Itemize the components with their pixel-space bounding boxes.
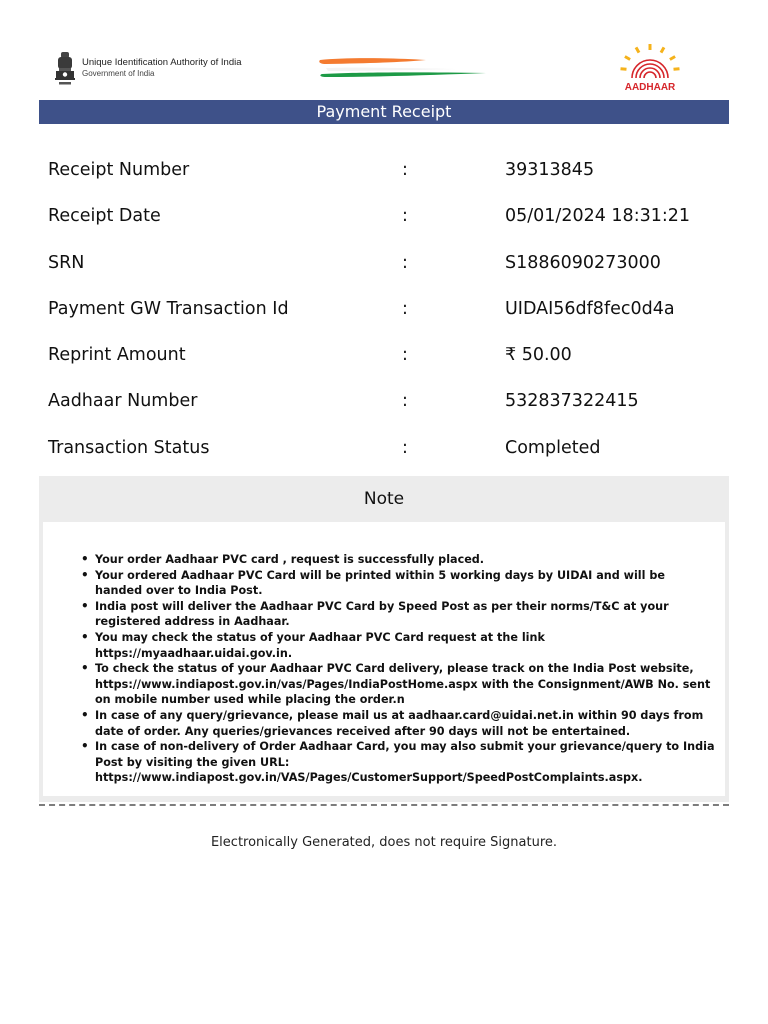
aadhaar-logo-text: AADHAAR xyxy=(624,82,676,92)
detail-label: Aadhaar Number xyxy=(48,391,198,412)
detail-label: SRN xyxy=(48,252,85,273)
page-title: Payment Receipt xyxy=(39,100,729,124)
receipt-header xyxy=(0,0,768,100)
note-item: • Your ordered Aadhaar PVC Card will be printed within 5 working days by UIDAI and will be handed over to India Post. xyxy=(95,568,715,599)
note-item: • In case of non-delivery of Order Aadhaar Card, you may also submit your grievance/query to India Post by visiting the given URL: https://www.indiapost.gov.in/VAS/Pages/CustomerSupport/SpeedPostComplaints.aspx. xyxy=(95,739,715,786)
note-item: • Your order Aadhaar PVC card , request is successfully placed. xyxy=(95,552,715,568)
note-item: • You may check the status of your Aadhaar PVC Card request at the link https://myaadhaar.uidai.gov.in. xyxy=(95,630,715,661)
detail-value: Completed xyxy=(505,437,601,458)
detail-label: Receipt Date xyxy=(48,206,161,227)
detail-row-reprint-amount xyxy=(48,333,728,379)
detail-colon: : xyxy=(402,252,408,273)
detail-row-aadhaar-number xyxy=(48,379,728,425)
detail-value: 39313845 xyxy=(505,160,595,180)
detail-label: Payment GW Transaction Id xyxy=(48,298,289,319)
note-list xyxy=(95,552,715,786)
detail-value: 05/01/2024 18:31:21 xyxy=(505,206,691,227)
note-body xyxy=(43,522,725,796)
detail-value: UIDAI56df8fec0d4a xyxy=(505,298,675,319)
detail-row-receipt-number xyxy=(48,148,728,194)
detail-colon: : xyxy=(402,160,408,180)
note-item: • In case of any query/grievance, please mail us at aadhaar.card@uidai.net.in within 90 days from date of order. Any queries/grievances received after 90 days will not be entertained. xyxy=(95,708,715,739)
detail-colon: : xyxy=(402,345,408,366)
dashed-divider xyxy=(39,804,729,806)
detail-row-transaction-status xyxy=(48,426,728,472)
authority-line2: Government of India xyxy=(82,69,155,78)
note-section xyxy=(39,476,729,802)
authority-name xyxy=(82,57,242,79)
detail-row-srn xyxy=(48,241,728,287)
detail-value: 532837322415 xyxy=(505,391,639,412)
detail-label: Transaction Status xyxy=(48,437,210,458)
note-item: • To check the status of your Aadhaar PVC Card delivery, please track on the India Post website, https://www.indiapost.gov.in/vas/Pages/IndiaPostHome.aspx with the Consignment/AWB No. sent on mobile number used while placing the order.n xyxy=(95,661,715,708)
footer-note: Electronically Generated, does not require Signature. xyxy=(210,835,558,850)
authority-line1: Unique Identification Authority of India xyxy=(82,57,242,68)
detail-colon: : xyxy=(402,298,408,319)
national-emblem-icon xyxy=(52,50,78,90)
detail-row-receipt-date xyxy=(48,194,728,240)
receipt-details xyxy=(48,148,728,472)
detail-colon: : xyxy=(402,391,408,412)
tricolor-brush-icon xyxy=(316,56,488,80)
detail-label: Receipt Number xyxy=(48,160,190,180)
note-item: • India post will deliver the Aadhaar PVC Card by Speed Post as per their norms/T&C at your registered address in Aadhaar. xyxy=(95,599,715,630)
detail-label: Reprint Amount xyxy=(48,345,186,366)
detail-colon: : xyxy=(402,437,408,458)
note-title: Note xyxy=(363,489,405,509)
detail-colon: : xyxy=(402,206,408,227)
detail-row-transaction-id xyxy=(48,287,728,333)
aadhaar-logo-icon xyxy=(614,44,686,92)
detail-value: S1886090273000 xyxy=(505,252,661,273)
detail-value: ₹ 50.00 xyxy=(505,345,572,366)
